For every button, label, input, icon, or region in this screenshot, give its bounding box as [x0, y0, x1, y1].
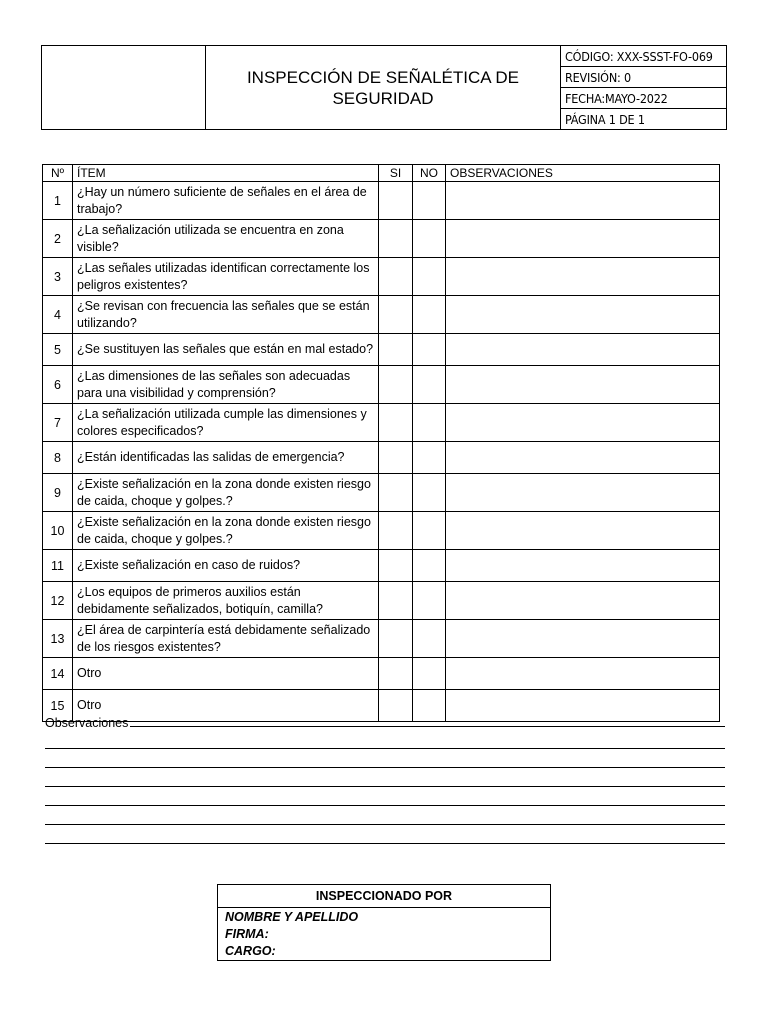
row-item-text: ¿Están identificadas las salidas de emergencia?: [73, 442, 379, 474]
col-no: NO: [413, 165, 446, 182]
table-row: [43, 658, 720, 690]
no-checkbox-cell[interactable]: [413, 474, 446, 512]
observaciones-input-line[interactable]: [45, 768, 725, 787]
row-number: 12: [43, 582, 73, 620]
checklist-body: [43, 182, 720, 722]
si-checkbox-cell[interactable]: [379, 220, 413, 258]
row-number: 5: [43, 334, 73, 366]
row-number: 6: [43, 366, 73, 404]
table-row: [43, 404, 720, 442]
row-number: 3: [43, 258, 73, 296]
title-line-1: INSPECCIÓN DE SEÑALÉTICA DE: [246, 67, 520, 87]
table-row: [43, 550, 720, 582]
observaciones-cell[interactable]: [446, 258, 720, 296]
si-checkbox-cell[interactable]: [379, 550, 413, 582]
row-number: 11: [43, 550, 73, 582]
no-checkbox-cell[interactable]: [413, 512, 446, 550]
observaciones-cell[interactable]: [446, 512, 720, 550]
row-item-text: ¿La señalización utilizada cumple las dimensiones y colores especificados?: [73, 404, 379, 442]
col-item: ÍTEM: [73, 165, 379, 182]
observaciones-first-line: [45, 712, 725, 730]
table-row: [43, 182, 720, 220]
inspeccionado-title: INSPECCIONADO POR: [218, 885, 550, 908]
si-checkbox-cell[interactable]: [379, 512, 413, 550]
observaciones-cell[interactable]: [446, 182, 720, 220]
table-row: [43, 512, 720, 550]
no-checkbox-cell[interactable]: [413, 658, 446, 690]
row-number: 14: [43, 658, 73, 690]
si-checkbox-cell[interactable]: [379, 334, 413, 366]
table-row: [43, 220, 720, 258]
document-title: [206, 46, 561, 130]
firma-field[interactable]: FIRMA:: [225, 927, 269, 941]
si-checkbox-cell[interactable]: [379, 258, 413, 296]
observaciones-input-line[interactable]: [45, 749, 725, 768]
observaciones-input-line[interactable]: [45, 825, 725, 844]
observaciones-input-line[interactable]: [130, 726, 725, 727]
table-row: [43, 442, 720, 474]
table-row: [43, 258, 720, 296]
table-row: [43, 334, 720, 366]
observaciones-input-line[interactable]: [45, 806, 725, 825]
observaciones-cell[interactable]: [446, 474, 720, 512]
no-checkbox-cell[interactable]: [413, 366, 446, 404]
table-row: [43, 474, 720, 512]
row-item-text: ¿El área de carpintería está debidamente señalizado de los riesgos existentes?: [73, 620, 379, 658]
observaciones-cell[interactable]: [446, 404, 720, 442]
si-checkbox-cell[interactable]: [379, 404, 413, 442]
observaciones-cell[interactable]: [446, 220, 720, 258]
codigo-field: CÓDIGO: XXX-SSST-FO-069: [561, 46, 727, 67]
observaciones-input-line[interactable]: [45, 787, 725, 806]
no-checkbox-cell[interactable]: [413, 582, 446, 620]
no-checkbox-cell[interactable]: [413, 220, 446, 258]
observaciones-cell[interactable]: [446, 366, 720, 404]
row-item-text: ¿Las dimensiones de las señales son adecuadas para una visibilidad y comprensión?: [73, 366, 379, 404]
row-number: 1: [43, 182, 73, 220]
row-item-text: ¿Existe señalización en la zona donde existen riesgo de caida, choque y golpes.?: [73, 474, 379, 512]
table-row: [43, 366, 720, 404]
no-checkbox-cell[interactable]: [413, 258, 446, 296]
observaciones-cell[interactable]: [446, 550, 720, 582]
si-checkbox-cell[interactable]: [379, 442, 413, 474]
observaciones-cell[interactable]: [446, 334, 720, 366]
observaciones-cell[interactable]: [446, 296, 720, 334]
checklist-table: [42, 164, 720, 722]
si-checkbox-cell[interactable]: [379, 620, 413, 658]
no-checkbox-cell[interactable]: [413, 296, 446, 334]
nombre-field[interactable]: NOMBRE Y APELLIDO: [225, 910, 359, 924]
row-number: 13: [43, 620, 73, 658]
cargo-field[interactable]: CARGO:: [225, 944, 276, 958]
observaciones-cell[interactable]: [446, 658, 720, 690]
no-checkbox-cell[interactable]: [413, 182, 446, 220]
observaciones-input-line[interactable]: [45, 730, 725, 749]
observaciones-section: [45, 712, 725, 844]
row-number: 4: [43, 296, 73, 334]
row-item-text: ¿Las señales utilizadas identifican correctamente los peligros existentes?: [73, 258, 379, 296]
col-observaciones: OBSERVACIONES: [446, 165, 720, 182]
no-checkbox-cell[interactable]: [413, 442, 446, 474]
row-item-text: ¿Existe señalización en la zona donde existen riesgo de caida, choque y golpes.?: [73, 512, 379, 550]
observaciones-cell[interactable]: [446, 442, 720, 474]
no-checkbox-cell[interactable]: [413, 620, 446, 658]
row-item-text: ¿La señalización utilizada se encuentra en zona visible?: [73, 220, 379, 258]
col-si: SI: [379, 165, 413, 182]
si-checkbox-cell[interactable]: [379, 582, 413, 620]
title-line-2: SEGURIDAD: [332, 88, 434, 108]
logo-placeholder: [42, 46, 206, 130]
row-item-text: ¿Los equipos de primeros auxilios están debidamente señalizados, botiquín, camilla?: [73, 582, 379, 620]
observaciones-cell[interactable]: [446, 582, 720, 620]
table-row: [43, 296, 720, 334]
row-item-text: ¿Hay un número suficiente de señales en el área de trabajo?: [73, 182, 379, 220]
row-item-text: ¿Se revisan con frecuencia las señales que se están utilizando?: [73, 296, 379, 334]
no-checkbox-cell[interactable]: [413, 334, 446, 366]
row-item-text: ¿Existe señalización en caso de ruidos?: [73, 550, 379, 582]
row-number: 2: [43, 220, 73, 258]
row-item-text: Otro: [73, 690, 379, 722]
si-checkbox-cell[interactable]: [379, 658, 413, 690]
row-number: 10: [43, 512, 73, 550]
observaciones-label: Observaciones: [45, 716, 129, 730]
checklist-header-row: [43, 165, 720, 182]
revision-field: REVISIÓN: 0: [561, 67, 727, 88]
pagina-field: PÁGINA 1 DE 1: [561, 109, 727, 130]
si-checkbox-cell[interactable]: [379, 182, 413, 220]
row-number: 8: [43, 442, 73, 474]
si-checkbox-cell[interactable]: [379, 474, 413, 512]
no-checkbox-cell[interactable]: [413, 404, 446, 442]
table-row: [43, 582, 720, 620]
si-checkbox-cell[interactable]: [379, 296, 413, 334]
document-header: [41, 45, 727, 130]
row-item-text: Otro: [73, 658, 379, 690]
observaciones-cell[interactable]: [446, 620, 720, 658]
row-number: 7: [43, 404, 73, 442]
inspeccionado-box: [217, 884, 551, 961]
table-row: [43, 620, 720, 658]
si-checkbox-cell[interactable]: [379, 366, 413, 404]
row-number: 9: [43, 474, 73, 512]
fecha-field: FECHA:MAYO-2022: [561, 88, 727, 109]
row-item-text: ¿Se sustituyen las señales que están en mal estado?: [73, 334, 379, 366]
row-number: 15: [43, 690, 73, 722]
col-num: Nº: [43, 165, 73, 182]
no-checkbox-cell[interactable]: [413, 550, 446, 582]
